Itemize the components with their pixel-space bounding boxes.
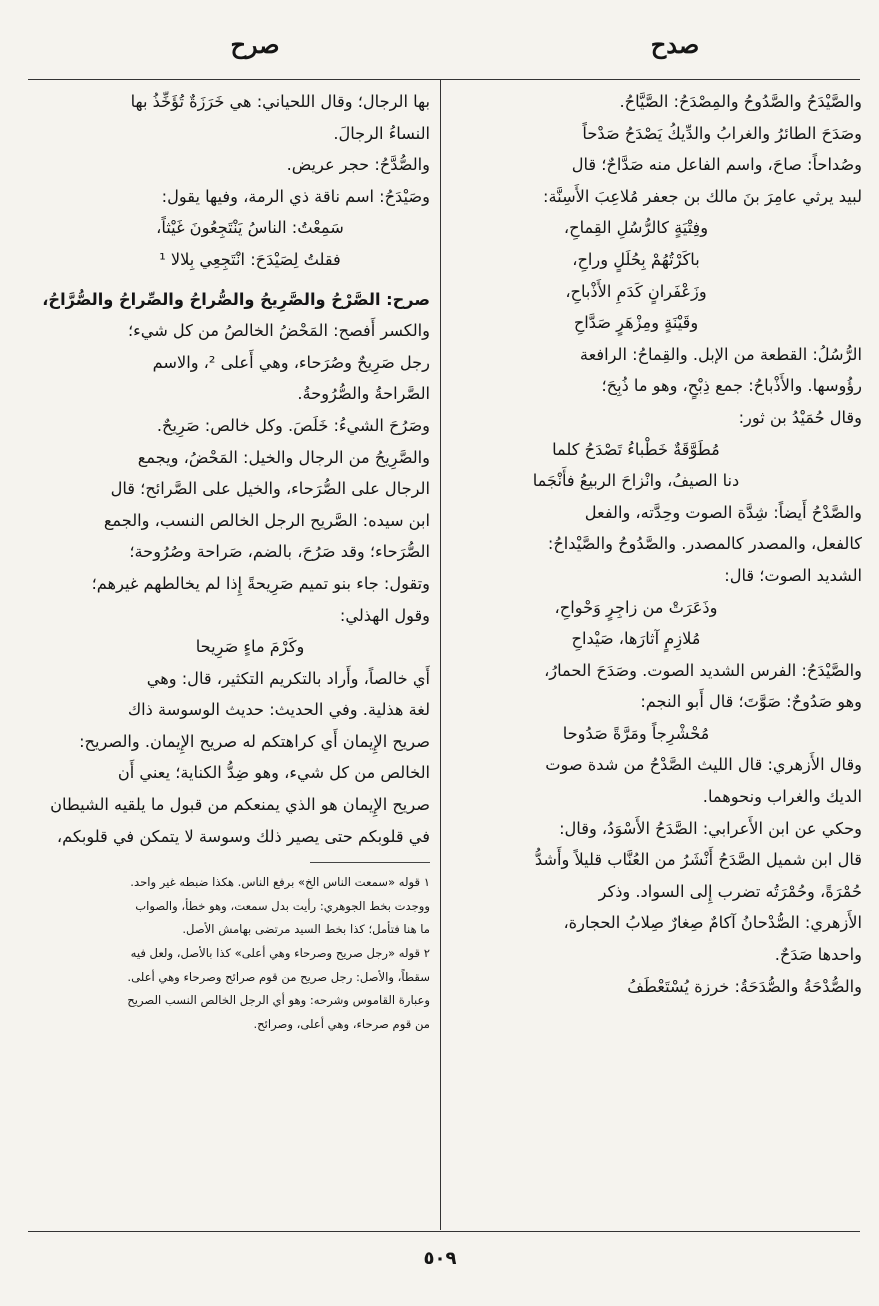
text-line: كالفعل، والمصدر كالمصدر. والصَّدُوحُ والصَّيْداحُ: (547, 534, 862, 554)
text-line: وهو صَدُوحٌ: صَوَّتَ؛ قال أَبو النجم: (640, 692, 862, 712)
footnote-rule (310, 862, 430, 863)
text-line: الرُّسُلُ: القطعة من الإبل. والقِماحُ: الرافعة (579, 344, 862, 364)
text-line: أَي خالصاً، وأَراد بالتكريم التكثير، قال: وهي (146, 668, 430, 688)
text-line: الشديد الصوت؛ قال: (724, 565, 862, 585)
text-line: صريح الإِيمان أَي كراهتكم له صريح الإِيمان. والصريح: (79, 731, 430, 751)
text-line: والصُّدَّحُ: حجر عريض. (286, 155, 430, 175)
text-line: الديك والغراب ونحوهما. (702, 787, 862, 807)
text-line: الخالص من كل شيء، وهو ضِدُّ الكناية؛ يعني أَن (117, 763, 430, 783)
text-line: رؤُوسها. والأَذْباحُ: جمع ذِبْحٍ، وهو ما ذُبِحَ؛ (601, 376, 862, 396)
text-line: الأَزهري: الصُّدْحانُ آكامٌ صِغارٌ صِلابُ الحجارة، (563, 913, 862, 933)
footnote-line: ووجدت بخط الجوهري: رأيت بدل سمعت، وهو خطأ، والصواب (135, 898, 430, 913)
verse-line: مُلازِمٍ آثارَها، صَيْداحِ (571, 629, 701, 649)
text-line: والصَّيْدَحُ: الفرس الشديد الصوت. وصَدَحَ الحمارُ، (544, 660, 862, 680)
verse-line: مُطَوَّقَةٌ خَطْباءُ تَصْدَحُ كلما (552, 439, 720, 459)
right-column (450, 86, 862, 1002)
text-line: صريح الإِيمان هو الذي يمنعكم من قبول ما يلقيه الشيطان (50, 795, 430, 815)
text-line: في قلوبكم حتى يصير ذلك وسوسة لا يتمكن في قلوبكم، (56, 826, 430, 846)
left-column (30, 86, 430, 1036)
text-line: وحكي عن ابن الأَعرابي: الصَّدَحُ الأَسْوَدُ، وقال: (559, 818, 862, 838)
text-line: بها الرجال؛ وقال اللحياني: هي خَرَزَةٌ تُؤَخِّذُ بها (130, 92, 430, 111)
top-rule (28, 79, 860, 80)
text-line: وصُداحاً: صاحَ، واسم الفاعل منه صَدَّاحٌ؛ قال (571, 155, 862, 175)
verse-line: وذَعَرَتْ من زاجِرٍ وَحْواحِ، (554, 597, 718, 617)
text-line: الرجال على الصُّرَحاء، والخيل على الصَّرائح؛ قال (110, 479, 430, 499)
footnote-line: وعبارة القاموس وشرحه: وهو أي الرجل الخالص النسب الصريح (127, 993, 430, 1008)
column-divider (440, 80, 441, 1230)
text-line: النساءُ الرجالَ. (333, 123, 430, 143)
text-line: وقال الأَزهري: قال الليث الصَّدْحُ من شدة صوت (545, 755, 862, 775)
footnote-line: سقطاً، والأصل: رجل صريح من قوم صرائح وصرحاء وهي أعلى. (127, 969, 430, 984)
bottom-rule (28, 1231, 860, 1232)
verse-line: فقلتُ لِصَيْدَحَ: انْتَجِعِي بِلالا ¹ (159, 249, 341, 269)
verse-line: وقَيْنَةٍ ومِزْهَرٍ صَدَّاحِ (573, 313, 699, 333)
text-line: والكسر أَفصح: المَحْضُ الخالصُ من كل شيء؛ (127, 321, 430, 341)
text-line: وقول الهذلي: (339, 605, 430, 625)
verse-line: مُحْشْرِجاً ومَرَّةً صَدُوحا (562, 723, 710, 743)
entry-line-sarh: صرح: الصَّرْحُ والصَّرِيحُ والصُّراحُ والصِّراحُ والصُّرَّاحُ، (42, 289, 430, 309)
footnote-line: ما هنا فتأمل؛ كذا بخط السيد مرتضى بهامش الأصل. (182, 922, 430, 937)
text-line: حُمْرَةً، وحُمْرَتُه تضرب إِلى السواد. وذكر (598, 881, 862, 901)
text-line: الصَّراحةُ والصُّرُوحةُ. (297, 384, 430, 404)
text-line: والصَّرِيحُ من الرجال والخيل: المَحْضُ، ويجمع (137, 447, 430, 467)
text-line: وقال حُمَيْدُ بن ثور: (738, 407, 862, 427)
footnote-line: ١ قوله «سمعت الناس الخ» برفع الناس. هكذا ضبطه غير واحد. (130, 875, 430, 890)
text-line: وصَرُحَ الشيءُ: خَلَصَ. وكل خالص: صَرِيحٌ. (156, 415, 430, 435)
verse-line: وزَعْفَرانٍ كَدَمِ الأَذْباحِ، (565, 281, 707, 301)
verse-line: دنا الصيفُ، وانْزاحَ الربيعُ فأَنْجَما (532, 471, 740, 491)
text-line: قال ابن شميل الصَّدَحُ أَنْشَرُ من العُنَّاب قليلاً وأَشدُّ (534, 850, 862, 870)
text-line: والصَّدْحُ أَيضاً: شِدَّة الصوت وحِدَّته، والفعل (584, 502, 862, 522)
text-line: والصُّدْحَةُ والصُّدَحَةُ: خرزة يُسْتَعْطَفُ (627, 976, 862, 996)
verse-line: باكَرْتُهُمْ بِحُلَلٍ وراحِ، (572, 249, 700, 269)
text-line: والصَّيْدَحُ والصَّدُوحُ والمِصْدَحُ: الصَّيَّاحُ. (619, 92, 862, 111)
verse-line: وفِتْيَةٍ كالرُّسُلِ القِماحِ، (563, 218, 709, 238)
text-line: ابن سيده: الصَّريح الرجل الخالص النسب، والجمع (103, 510, 430, 530)
verse-line: وكَرْمَ ماءٍ صَرِيحا (195, 637, 305, 657)
text-line: وصَدَحَ الطائرُ والغرابُ والدِّيكُ يَصْدَحُ صَدْحاً (582, 123, 862, 143)
text-line: واحدها صَدَحٌ. (774, 945, 862, 965)
text-line: الصُّرَحاء؛ وقد صَرُحَ، بالضم، صَراحة وصُرُوحة؛ (129, 542, 430, 562)
page-number: ٥٠٩ (423, 1248, 457, 1269)
text-line: وصَيْدَحُ: اسم ناقة ذي الرمة، وفيها يقول: (161, 186, 430, 206)
text-line: لغة هذلية. وفي الحديث: حديث الوسوسة ذاك (127, 700, 430, 720)
text-line: لبيد يرثي عامِرَ بنَ مالك بن جعفر مُلاعِبَ الأَسِنَّة: (543, 186, 862, 206)
entry-gap (30, 276, 430, 284)
footnote-line: ٢ قوله «رجل صريح وصرحاء وهي أعلى» كذا بالأصل، ولعل فيه (130, 946, 430, 961)
verse-line: سَمِعْتُ: الناسُ يَنْتَجِعُونَ غَيْثاً، (156, 218, 344, 238)
header-right-entry-word: صدح (650, 30, 700, 59)
header-left-entry-word: صرح (230, 30, 280, 59)
text-line: وتقول: جاء بنو تميم صَرِيحةً إِذا لم يخالطهم غيرهم؛ (91, 573, 430, 593)
text-line: رجل صَرِيحٌ وصُرَحاء، وهي أَعلى ²، والاسم (152, 352, 430, 372)
footnote-line: من قوم صرحاء، وهي أعلى، وصرائح. (253, 1016, 430, 1031)
